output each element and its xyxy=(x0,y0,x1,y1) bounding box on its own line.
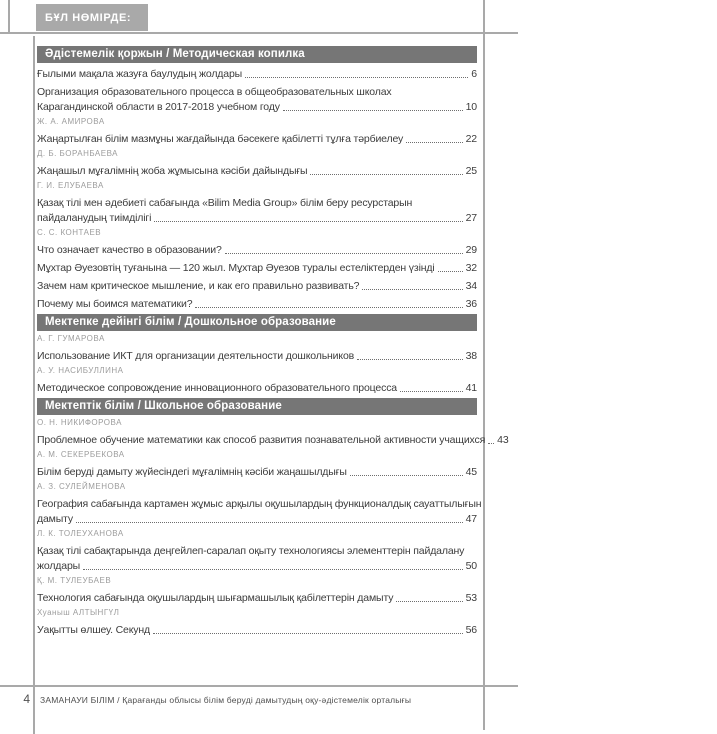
toc-entry xyxy=(37,260,477,275)
entry-title-text: Білім беруді дамыту жүйесіндегі мұғалімнің кәсіби жаңашылдығы xyxy=(37,466,347,478)
entry-title-text: Проблемное обучение математики как способ развития познавательной активности учащихся xyxy=(37,434,486,446)
dot-leader xyxy=(350,475,463,476)
toc-entry xyxy=(37,278,477,293)
section-header-bar: Мектепке дейінгі білім / Дошкольное образование xyxy=(37,314,477,331)
toc-entry-line xyxy=(37,296,477,311)
toc-entry-line xyxy=(37,558,477,573)
toc-entry xyxy=(37,482,482,526)
dot-leader xyxy=(406,142,462,143)
dot-leader xyxy=(195,307,462,308)
table-of-contents xyxy=(37,46,509,640)
toc-entry-line xyxy=(37,84,477,99)
toc-entry xyxy=(37,117,477,146)
toc-entry-line xyxy=(37,66,477,81)
toc-entry xyxy=(37,296,477,311)
author-name: Хуаныш АЛТЫНГҮЛ xyxy=(37,608,120,617)
toc-section xyxy=(37,314,477,395)
toc-entry xyxy=(37,66,477,81)
author-name: Г. И. ЕЛУБАЕВА xyxy=(37,181,104,190)
toc-entry xyxy=(37,450,477,479)
toc-section xyxy=(37,46,477,311)
issue-header-box xyxy=(36,4,148,31)
toc-entry xyxy=(37,608,477,637)
toc-entry xyxy=(37,334,477,363)
entry-title-text: Қазақ тілі мен әдебиеті сабағында «Bilim Media Group» білім беру ресурстарын xyxy=(37,197,413,209)
toc-entry xyxy=(37,84,477,114)
entry-page-number: 34 xyxy=(465,280,477,292)
section-header-bar: Әдістемелік қоржын / Методическая копилка xyxy=(37,46,477,63)
entry-title-text: География сабағында картамен жұмыс арқылы оқушылардың функционалдық сауаттылығын xyxy=(37,498,482,510)
entry-page-number: 56 xyxy=(465,624,477,636)
dot-leader xyxy=(400,391,463,392)
entry-title-text: Қазақ тілі сабақтарында деңгейлеп-саралап оқыту технологиясы элементтерін пайдалану xyxy=(37,545,465,557)
toc-entry-line xyxy=(37,464,477,479)
top-left-margin-rule xyxy=(8,0,10,32)
author-name: А. М. СЕКЕРБЕКОВА xyxy=(37,450,125,459)
dot-leader xyxy=(357,359,463,360)
dot-leader xyxy=(310,174,462,175)
footer-journal-line: ЗАМАНАУИ БІЛІМ / Қарағанды облысы білім беруді дамытудың оқу-әдістемелік орталығы xyxy=(40,695,412,705)
toc-entry xyxy=(37,366,477,395)
entry-title-text: Жаңартылған білім мазмұны жағдайында бәсекеге қабілетті тұлға тәрбиелеу xyxy=(37,133,404,145)
author-name: А. У. НАСИБУЛЛИНА xyxy=(37,366,124,375)
entry-page-number: 43 xyxy=(497,434,509,446)
entry-page-number: 10 xyxy=(465,101,477,113)
entry-title-text: Что означает качество в образовании? xyxy=(37,244,222,256)
footer-horizontal-rule xyxy=(0,685,518,687)
toc-entry-line xyxy=(37,432,509,447)
toc-entry-line xyxy=(37,380,477,395)
toc-entry-line xyxy=(37,195,477,210)
left-vertical-rule xyxy=(33,36,35,734)
issue-header-label: БҰЛ НӨМІРДЕ: xyxy=(45,12,132,24)
toc-entry-line xyxy=(37,99,477,114)
entry-page-number: 32 xyxy=(465,262,477,274)
entry-page-number: 36 xyxy=(465,298,477,310)
dot-leader xyxy=(153,633,463,634)
toc-entry-line xyxy=(37,242,477,257)
dot-leader xyxy=(396,601,462,602)
toc-entry-line xyxy=(37,590,477,605)
toc-entry-line xyxy=(37,543,477,558)
entry-title-text: дамыту xyxy=(37,513,74,525)
right-vertical-rule xyxy=(483,0,485,730)
entry-page-number: 41 xyxy=(465,382,477,394)
toc-entry-line xyxy=(37,348,477,363)
entry-title-text: Уақытты өлшеу. Секунд xyxy=(37,624,151,636)
toc-entry xyxy=(37,529,477,573)
entry-page-number: 45 xyxy=(465,466,477,478)
author-name: С. С. КОНТАЕВ xyxy=(37,228,102,237)
entry-title-text: Зачем нам критическое мышление, и как его правильно развивать? xyxy=(37,280,360,292)
dot-leader xyxy=(154,221,462,222)
entry-title-text: Карагандинской области в 2017-2018 учебном году xyxy=(37,101,280,113)
toc-section xyxy=(37,398,509,637)
dot-leader xyxy=(225,253,463,254)
entry-page-number: 29 xyxy=(465,244,477,256)
author-name: А. Г. ГУМАРОВА xyxy=(37,334,105,343)
dot-leader xyxy=(76,522,463,523)
toc-entry-line xyxy=(37,260,477,275)
entry-page-number: 25 xyxy=(465,165,477,177)
toc-entry-line xyxy=(37,131,477,146)
page-number-folio: 4 xyxy=(23,692,30,706)
entry-title-text: Технология сабағында оқушылардың шығармашылық қабілеттерін дамыту xyxy=(37,592,394,604)
author-name: А. З. СУЛЕЙМЕНОВА xyxy=(37,482,126,491)
toc-entry xyxy=(37,149,477,178)
toc-entry-line xyxy=(37,622,477,637)
toc-entry-line xyxy=(37,278,477,293)
entry-title-text: Почему мы боимся математики? xyxy=(37,298,193,310)
toc-entry xyxy=(37,228,477,257)
dot-leader xyxy=(362,289,462,290)
entry-title-text: пайдаланудың тиімділігі xyxy=(37,212,152,224)
entry-title-text: Организация образовательного процесса в общеобразовательных школах xyxy=(37,86,392,98)
entry-title-text: Ғылыми мақала жазуға баулудың жолдары xyxy=(37,68,243,80)
dot-leader xyxy=(245,77,468,78)
entry-page-number: 47 xyxy=(465,513,477,525)
toc-entry-line xyxy=(37,496,482,511)
dot-leader xyxy=(488,443,494,444)
entry-page-number: 6 xyxy=(471,68,477,80)
entry-page-number: 50 xyxy=(465,560,477,572)
entry-title-text: Жаңашыл мұғалімнің жоба жұмысына кәсіби дайындығы xyxy=(37,165,308,177)
entry-title-text: Мұхтар Әуезовтің туғанына — 120 жыл. Мұхтар Әуезов туралы естеліктерден үзінді xyxy=(37,262,435,274)
author-name: Қ. М. ТУЛЕУБАЕВ xyxy=(37,576,112,585)
toc-entry xyxy=(37,418,509,447)
dot-leader xyxy=(283,110,463,111)
dot-leader xyxy=(438,271,463,272)
author-name: Ж. А. АМИРОВА xyxy=(37,117,105,126)
entry-page-number: 27 xyxy=(465,212,477,224)
dot-leader xyxy=(83,569,463,570)
author-name: Д. Б. БОРАНБАЕВА xyxy=(37,149,119,158)
entry-page-number: 53 xyxy=(465,592,477,604)
entry-page-number: 22 xyxy=(465,133,477,145)
entry-title-text: жолдары xyxy=(37,560,81,572)
entry-title-text: Использование ИКТ для организации деятельности дошкольников xyxy=(37,350,355,362)
toc-entry xyxy=(37,181,477,225)
author-name: Л. К. ТОЛЕУХАНОВА xyxy=(37,529,124,538)
toc-entry-line xyxy=(37,210,477,225)
author-name: О. Н. НИКИФОРОВА xyxy=(37,418,122,427)
toc-entry-line xyxy=(37,511,477,526)
entry-page-number: 38 xyxy=(465,350,477,362)
toc-entry-line xyxy=(37,163,477,178)
section-header-bar: Мектептік білім / Школьное образование xyxy=(37,398,477,415)
toc-entry xyxy=(37,576,477,605)
top-horizontal-rule xyxy=(0,32,518,34)
entry-title-text: Методическое сопровождение инновационного образовательного процесса xyxy=(37,382,397,394)
